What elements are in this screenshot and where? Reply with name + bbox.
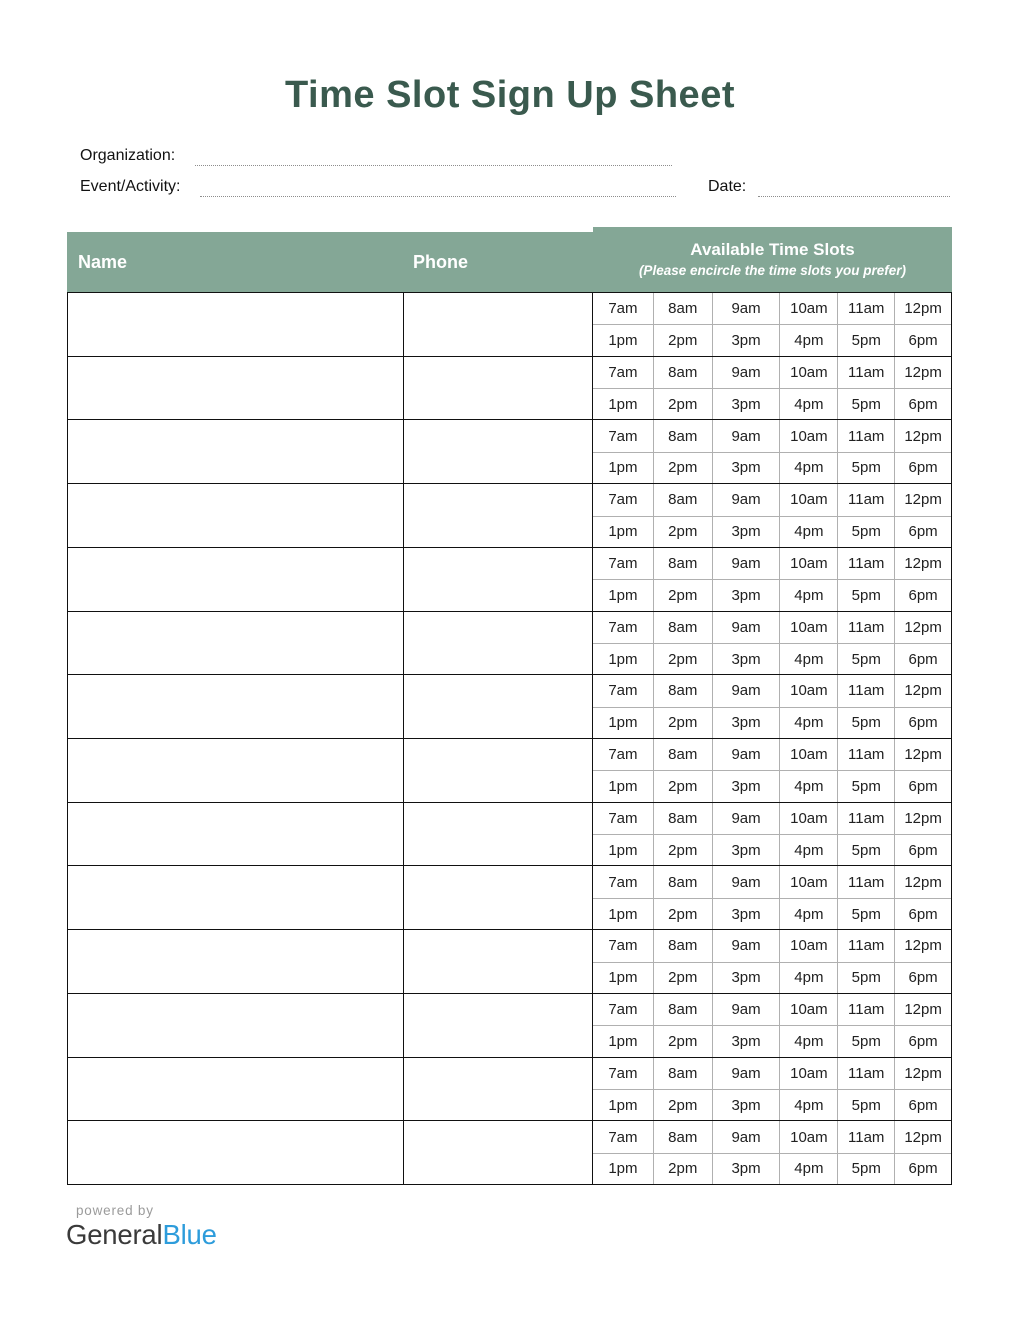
time-slot-7am[interactable]: 7am <box>608 1001 638 1019</box>
time-slot-5pm[interactable]: 5pm <box>837 452 894 483</box>
date-input-line[interactable] <box>758 196 950 197</box>
name-column-header: Name <box>78 251 128 272</box>
event-input-line[interactable] <box>200 196 676 197</box>
time-slot-9am[interactable]: 9am <box>712 484 780 515</box>
table-row <box>68 1058 951 1122</box>
time-slot-4pm[interactable]: 4pm <box>779 579 837 610</box>
time-slot-3pm[interactable]: 3pm <box>712 388 780 419</box>
time-slot-9am[interactable]: 9am <box>712 357 780 388</box>
time-slot-8am[interactable]: 8am <box>653 420 712 451</box>
time-slot-8am[interactable]: 8am <box>653 675 712 706</box>
time-slot-12pm[interactable]: 12pm <box>894 803 951 834</box>
phone-cell[interactable] <box>404 675 593 738</box>
time-slot-7am[interactable]: 7am <box>608 427 638 445</box>
time-slot-5pm[interactable]: 5pm <box>837 834 894 865</box>
table-row <box>68 930 951 994</box>
time-slot-11am[interactable]: 11am <box>837 293 894 324</box>
time-slot-11am[interactable]: 11am <box>837 1121 894 1152</box>
time-slot-12pm[interactable]: 12pm <box>894 930 951 961</box>
time-slot-5pm[interactable]: 5pm <box>837 1025 894 1056</box>
time-slot-4pm[interactable]: 4pm <box>779 834 837 865</box>
time-slot-10am[interactable]: 10am <box>779 994 837 1025</box>
time-slot-8am[interactable]: 8am <box>653 1058 712 1089</box>
time-slot-7am[interactable]: 7am <box>608 937 638 955</box>
time-slots-column-header <box>593 227 952 292</box>
phone-cell[interactable] <box>404 866 593 929</box>
time-slot-8am[interactable]: 8am <box>653 1121 712 1152</box>
time-slot-2pm[interactable]: 2pm <box>653 388 712 419</box>
time-slot-6pm[interactable]: 6pm <box>894 1025 951 1056</box>
phone-cell[interactable] <box>404 357 593 420</box>
time-slot-9am[interactable]: 9am <box>712 866 780 897</box>
signup-table <box>67 227 952 1185</box>
time-slot-12pm[interactable]: 12pm <box>894 1121 951 1152</box>
time-slot-7am[interactable]: 7am <box>608 300 638 318</box>
time-slot-grid <box>593 1121 951 1184</box>
time-slots-header-title: Available Time Slots <box>690 240 855 259</box>
table-header-left <box>67 232 593 292</box>
time-slot-11am[interactable]: 11am <box>837 420 894 451</box>
time-slot-5pm[interactable]: 5pm <box>837 516 894 547</box>
footer <box>66 1203 217 1251</box>
time-slot-11am[interactable]: 11am <box>837 930 894 961</box>
time-slot-9am[interactable]: 9am <box>712 1121 780 1152</box>
time-slot-8am[interactable]: 8am <box>653 484 712 515</box>
powered-by-text: powered by <box>76 1203 154 1218</box>
time-slot-12pm[interactable]: 12pm <box>894 675 951 706</box>
time-slot-8am[interactable]: 8am <box>653 866 712 897</box>
time-slot-5pm[interactable]: 5pm <box>837 388 894 419</box>
phone-cell[interactable] <box>404 994 593 1057</box>
table-header <box>67 227 952 292</box>
time-slot-11am[interactable]: 11am <box>837 548 894 579</box>
time-slot-10am[interactable]: 10am <box>779 739 837 770</box>
time-slot-2pm[interactable]: 2pm <box>653 770 712 801</box>
time-slot-2pm[interactable]: 2pm <box>653 579 712 610</box>
time-slot-4pm[interactable]: 4pm <box>779 770 837 801</box>
time-slot-10am[interactable]: 10am <box>779 420 837 451</box>
time-slot-10am[interactable]: 10am <box>779 612 837 643</box>
time-slot-grid <box>593 1058 951 1121</box>
table-row <box>68 357 951 421</box>
time-slot-4pm[interactable]: 4pm <box>779 707 837 738</box>
time-slot-grid <box>593 994 951 1057</box>
time-slot-12pm[interactable]: 12pm <box>894 484 951 515</box>
time-slot-1pm[interactable]: 1pm <box>593 516 653 547</box>
phone-cell[interactable] <box>404 612 593 675</box>
time-slot-1pm[interactable]: 1pm <box>593 834 653 865</box>
table-row <box>68 548 951 612</box>
time-slot-7am[interactable]: 7am <box>608 363 638 381</box>
time-slot-10am[interactable]: 10am <box>779 930 837 961</box>
time-slot-4pm[interactable]: 4pm <box>779 643 837 674</box>
time-slot-3pm[interactable]: 3pm <box>712 898 780 929</box>
time-slot-9am[interactable]: 9am <box>712 612 780 643</box>
name-cell[interactable] <box>68 675 404 738</box>
time-slot-6pm[interactable]: 6pm <box>894 898 951 929</box>
time-slot-11am[interactable]: 11am <box>837 1058 894 1089</box>
time-slot-6pm[interactable]: 6pm <box>894 834 951 865</box>
time-slot-10am[interactable]: 10am <box>779 675 837 706</box>
name-cell[interactable] <box>68 1058 404 1121</box>
time-slot-5pm[interactable]: 5pm <box>837 1089 894 1120</box>
brand-accent-text: Blue <box>162 1219 217 1250</box>
time-slot-5pm[interactable]: 5pm <box>837 579 894 610</box>
time-slot-6pm[interactable]: 6pm <box>894 324 951 355</box>
time-slot-6pm[interactable]: 6pm <box>894 770 951 801</box>
time-slot-2pm[interactable]: 2pm <box>653 707 712 738</box>
time-slot-9am[interactable]: 9am <box>712 994 780 1025</box>
time-slot-2pm[interactable]: 2pm <box>653 516 712 547</box>
phone-cell[interactable] <box>404 548 593 611</box>
time-slot-grid <box>593 612 951 675</box>
table-row <box>68 484 951 548</box>
time-slot-6pm[interactable]: 6pm <box>894 962 951 993</box>
date-label: Date: <box>708 178 747 195</box>
name-cell[interactable] <box>68 930 404 993</box>
time-slot-2pm[interactable]: 2pm <box>653 643 712 674</box>
time-slot-1pm[interactable]: 1pm <box>593 324 653 355</box>
time-slot-3pm[interactable]: 3pm <box>712 1153 780 1184</box>
time-slot-3pm[interactable]: 3pm <box>712 707 780 738</box>
name-cell[interactable] <box>68 866 404 929</box>
time-slot-12pm[interactable]: 12pm <box>894 994 951 1025</box>
time-slot-grid <box>593 548 951 611</box>
time-slot-4pm[interactable]: 4pm <box>779 1089 837 1120</box>
name-cell[interactable] <box>68 357 404 420</box>
time-slot-8am[interactable]: 8am <box>653 930 712 961</box>
time-slot-3pm[interactable]: 3pm <box>712 1025 780 1056</box>
time-slot-grid <box>593 293 951 356</box>
name-cell[interactable] <box>68 484 404 547</box>
time-slot-6pm[interactable]: 6pm <box>894 452 951 483</box>
name-cell[interactable] <box>68 803 404 866</box>
time-slot-10am[interactable]: 10am <box>779 803 837 834</box>
time-slot-9am[interactable]: 9am <box>712 930 780 961</box>
time-slot-10am[interactable]: 10am <box>779 484 837 515</box>
time-slot-3pm[interactable]: 3pm <box>712 962 780 993</box>
table-row <box>68 803 951 867</box>
time-slot-1pm[interactable]: 1pm <box>593 579 653 610</box>
name-cell[interactable] <box>68 994 404 1057</box>
phone-cell[interactable] <box>404 484 593 547</box>
time-slot-11am[interactable]: 11am <box>837 866 894 897</box>
time-slot-12pm[interactable]: 12pm <box>894 866 951 897</box>
event-date-field-row <box>80 178 950 197</box>
event-label: Event/Activity: <box>80 178 181 195</box>
table-row <box>68 866 951 930</box>
time-slots-header-subtitle: (Please encircle the time slots you prefer) <box>638 263 907 278</box>
time-slot-grid <box>593 803 951 866</box>
time-slot-8am[interactable]: 8am <box>653 739 712 770</box>
phone-cell[interactable] <box>404 293 593 356</box>
time-slot-7am[interactable]: 7am <box>608 618 638 636</box>
time-slot-1pm[interactable]: 1pm <box>593 770 653 801</box>
time-slot-2pm[interactable]: 2pm <box>653 1089 712 1120</box>
time-slot-8am[interactable]: 8am <box>653 357 712 388</box>
time-slot-12pm[interactable]: 12pm <box>894 357 951 388</box>
time-slot-4pm[interactable]: 4pm <box>779 516 837 547</box>
time-slot-8am[interactable]: 8am <box>653 548 712 579</box>
time-slot-grid <box>593 675 951 738</box>
time-slot-9am[interactable]: 9am <box>712 1058 780 1089</box>
time-slot-3pm[interactable]: 3pm <box>712 324 780 355</box>
time-slot-grid <box>593 930 951 993</box>
time-slot-9am[interactable]: 9am <box>712 293 780 324</box>
time-slot-3pm[interactable]: 3pm <box>712 579 780 610</box>
time-slot-11am[interactable]: 11am <box>837 357 894 388</box>
time-slot-8am[interactable]: 8am <box>653 293 712 324</box>
time-slot-3pm[interactable]: 3pm <box>712 770 780 801</box>
time-slot-4pm[interactable]: 4pm <box>779 452 837 483</box>
name-cell[interactable] <box>68 548 404 611</box>
time-slot-7am[interactable]: 7am <box>608 1064 638 1082</box>
time-slot-10am[interactable]: 10am <box>779 548 837 579</box>
phone-cell[interactable] <box>404 803 593 866</box>
time-slot-1pm[interactable]: 1pm <box>593 962 653 993</box>
name-cell[interactable] <box>68 739 404 802</box>
time-slot-2pm[interactable]: 2pm <box>653 962 712 993</box>
time-slot-9am[interactable]: 9am <box>712 739 780 770</box>
time-slot-grid <box>593 484 951 547</box>
time-slot-2pm[interactable]: 2pm <box>653 324 712 355</box>
time-slot-2pm[interactable]: 2pm <box>653 898 712 929</box>
time-slot-4pm[interactable]: 4pm <box>779 962 837 993</box>
time-slot-grid <box>593 357 951 420</box>
time-slot-12pm[interactable]: 12pm <box>894 1058 951 1089</box>
time-slot-11am[interactable]: 11am <box>837 739 894 770</box>
time-slot-6pm[interactable]: 6pm <box>894 1153 951 1184</box>
time-slot-1pm[interactable]: 1pm <box>593 1089 653 1120</box>
time-slot-5pm[interactable]: 5pm <box>837 643 894 674</box>
time-slot-2pm[interactable]: 2pm <box>653 452 712 483</box>
phone-cell[interactable] <box>404 1058 593 1121</box>
time-slot-grid <box>593 420 951 483</box>
time-slot-5pm[interactable]: 5pm <box>837 962 894 993</box>
time-slot-2pm[interactable]: 2pm <box>653 834 712 865</box>
time-slot-9am[interactable]: 9am <box>712 675 780 706</box>
time-slot-3pm[interactable]: 3pm <box>712 516 780 547</box>
time-slot-1pm[interactable]: 1pm <box>593 643 653 674</box>
time-slot-7am[interactable]: 7am <box>608 491 638 509</box>
time-slot-7am[interactable]: 7am <box>608 746 638 764</box>
time-slot-1pm[interactable]: 1pm <box>593 707 653 738</box>
time-slot-2pm[interactable]: 2pm <box>653 1153 712 1184</box>
time-slot-5pm[interactable]: 5pm <box>837 324 894 355</box>
organization-field-row <box>80 147 672 166</box>
time-slot-7am[interactable]: 7am <box>608 1128 638 1146</box>
phone-cell[interactable] <box>404 739 593 802</box>
time-slot-3pm[interactable]: 3pm <box>712 834 780 865</box>
time-slot-10am[interactable]: 10am <box>779 1121 837 1152</box>
time-slot-7am[interactable]: 7am <box>608 555 638 573</box>
table-row <box>68 612 951 676</box>
time-slot-8am[interactable]: 8am <box>653 803 712 834</box>
time-slot-4pm[interactable]: 4pm <box>779 324 837 355</box>
time-slot-1pm[interactable]: 1pm <box>593 388 653 419</box>
time-slot-3pm[interactable]: 3pm <box>712 1089 780 1120</box>
time-slot-6pm[interactable]: 6pm <box>894 1089 951 1120</box>
table-row <box>68 994 951 1058</box>
table-row <box>68 675 951 739</box>
name-cell[interactable] <box>68 612 404 675</box>
time-slot-6pm[interactable]: 6pm <box>894 643 951 674</box>
table-body <box>67 292 952 1185</box>
phone-cell[interactable] <box>404 930 593 993</box>
time-slot-1pm[interactable]: 1pm <box>593 452 653 483</box>
time-slot-5pm[interactable]: 5pm <box>837 1153 894 1184</box>
time-slot-6pm[interactable]: 6pm <box>894 388 951 419</box>
page-title: Time Slot Sign Up Sheet <box>285 74 735 116</box>
table-row <box>68 420 951 484</box>
time-slot-4pm[interactable]: 4pm <box>779 388 837 419</box>
time-slot-9am[interactable]: 9am <box>712 548 780 579</box>
time-slot-12pm[interactable]: 12pm <box>894 739 951 770</box>
time-slot-7am[interactable]: 7am <box>608 809 638 827</box>
time-slot-5pm[interactable]: 5pm <box>837 770 894 801</box>
time-slot-11am[interactable]: 11am <box>837 994 894 1025</box>
time-slot-1pm[interactable]: 1pm <box>593 1025 653 1056</box>
time-slot-6pm[interactable]: 6pm <box>894 707 951 738</box>
table-row <box>68 293 951 357</box>
name-cell[interactable] <box>68 293 404 356</box>
time-slot-10am[interactable]: 10am <box>779 1058 837 1089</box>
time-slot-2pm[interactable]: 2pm <box>653 1025 712 1056</box>
brand-primary-text: General <box>66 1219 163 1250</box>
time-slot-11am[interactable]: 11am <box>837 484 894 515</box>
phone-cell[interactable] <box>404 1121 593 1184</box>
table-row <box>68 739 951 803</box>
time-slot-6pm[interactable]: 6pm <box>894 579 951 610</box>
time-slot-10am[interactable]: 10am <box>779 357 837 388</box>
time-slot-4pm[interactable]: 4pm <box>779 1153 837 1184</box>
time-slot-6pm[interactable]: 6pm <box>894 516 951 547</box>
phone-cell[interactable] <box>404 420 593 483</box>
time-slot-12pm[interactable]: 12pm <box>894 548 951 579</box>
time-slot-9am[interactable]: 9am <box>712 420 780 451</box>
time-slot-3pm[interactable]: 3pm <box>712 643 780 674</box>
phone-column-header: Phone <box>413 251 469 272</box>
time-slot-10am[interactable]: 10am <box>779 293 837 324</box>
time-slot-12pm[interactable]: 12pm <box>894 612 951 643</box>
time-slot-10am[interactable]: 10am <box>779 866 837 897</box>
time-slot-11am[interactable]: 11am <box>837 803 894 834</box>
time-slot-1pm[interactable]: 1pm <box>593 898 653 929</box>
time-slot-5pm[interactable]: 5pm <box>837 898 894 929</box>
generalblue-logo <box>66 1219 217 1251</box>
time-slot-7am[interactable]: 7am <box>608 682 638 700</box>
time-slot-11am[interactable]: 11am <box>837 612 894 643</box>
time-slot-8am[interactable]: 8am <box>653 994 712 1025</box>
time-slot-9am[interactable]: 9am <box>712 803 780 834</box>
time-slot-5pm[interactable]: 5pm <box>837 707 894 738</box>
time-slot-grid <box>593 866 951 929</box>
name-cell[interactable] <box>68 1121 404 1184</box>
organization-label: Organization: <box>80 147 176 164</box>
time-slot-11am[interactable]: 11am <box>837 675 894 706</box>
organization-input-line[interactable] <box>195 165 672 166</box>
time-slot-grid <box>593 739 951 802</box>
time-slot-8am[interactable]: 8am <box>653 612 712 643</box>
time-slot-7am[interactable]: 7am <box>608 873 638 891</box>
table-row <box>68 1121 951 1184</box>
name-cell[interactable] <box>68 420 404 483</box>
time-slot-4pm[interactable]: 4pm <box>779 898 837 929</box>
time-slot-3pm[interactable]: 3pm <box>712 452 780 483</box>
time-slot-12pm[interactable]: 12pm <box>894 293 951 324</box>
time-slot-12pm[interactable]: 12pm <box>894 420 951 451</box>
time-slot-4pm[interactable]: 4pm <box>779 1025 837 1056</box>
time-slot-1pm[interactable]: 1pm <box>593 1153 653 1184</box>
